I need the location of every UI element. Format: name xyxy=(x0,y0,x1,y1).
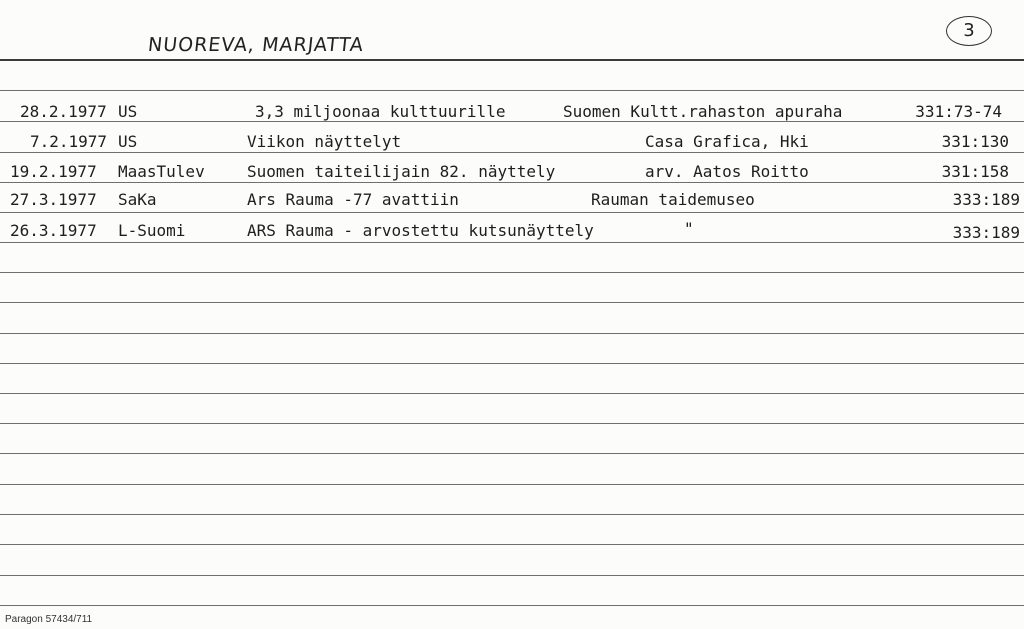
entry-title: Ars Rauma -77 avattiin xyxy=(247,190,459,209)
entry-reference: 331:73-74 xyxy=(915,102,1002,121)
entry-date: 7.2.1977 xyxy=(30,132,108,151)
ruled-line xyxy=(0,333,1024,334)
entry-detail: Rauman taidemuseo xyxy=(591,190,755,209)
entry-source: US xyxy=(118,132,138,151)
ruled-line xyxy=(0,605,1024,606)
ruled-line xyxy=(0,272,1024,273)
ruled-line xyxy=(0,242,1024,243)
entry-date: 28.2.1977 xyxy=(20,102,107,121)
entry-detail: Suomen Kultt.rahaston apuraha xyxy=(563,102,843,121)
ruled-line xyxy=(0,514,1024,515)
ruled-line xyxy=(0,182,1024,183)
entry-title: Viikon näyttelyt xyxy=(247,132,402,151)
ruled-line xyxy=(0,423,1024,424)
entry-date: 26.3.1977 xyxy=(10,221,97,240)
entry-reference: 333:189 xyxy=(952,190,1020,209)
ruled-line xyxy=(0,575,1024,576)
ruled-line xyxy=(0,363,1024,364)
entry-detail: Casa Grafica, Hki xyxy=(645,132,809,151)
entry-source: SaKa xyxy=(118,190,157,209)
entry-source: L-Suomi xyxy=(118,221,186,240)
entry-ditto-mark: " xyxy=(684,219,694,238)
entry-source: MaasTulev xyxy=(118,162,205,181)
ruled-line xyxy=(0,453,1024,454)
ruled-line xyxy=(0,212,1024,213)
entry-date: 27.3.1977 xyxy=(10,190,97,209)
entry-title: ARS Rauma - arvostettu kutsunäyttely xyxy=(247,221,594,240)
ruled-line xyxy=(0,302,1024,303)
ruled-line xyxy=(0,152,1024,153)
entry-detail: arv. Aatos Roitto xyxy=(645,162,809,181)
entry-source: US xyxy=(118,102,138,121)
person-name: NUOREVA, MARJATTA xyxy=(146,34,366,56)
ruled-line xyxy=(0,544,1024,545)
entry-reference: 331:130 xyxy=(941,132,1009,151)
entry-title: Suomen taiteilijain 82. näyttely xyxy=(247,162,556,181)
header-rule xyxy=(0,59,1024,61)
card-number-circle: 3 xyxy=(946,16,992,46)
ruled-line xyxy=(0,484,1024,485)
ruled-line xyxy=(0,90,1024,91)
ruled-line xyxy=(0,393,1024,394)
entry-date: 19.2.1977 xyxy=(10,162,97,181)
entry-title: 3,3 miljoonaa kulttuurille xyxy=(255,102,506,121)
entry-reference: 333:189 xyxy=(952,223,1020,242)
card-print-code: Paragon 57434/711 xyxy=(5,614,93,625)
entry-reference: 331:158 xyxy=(941,162,1009,181)
ruled-line xyxy=(0,121,1024,122)
